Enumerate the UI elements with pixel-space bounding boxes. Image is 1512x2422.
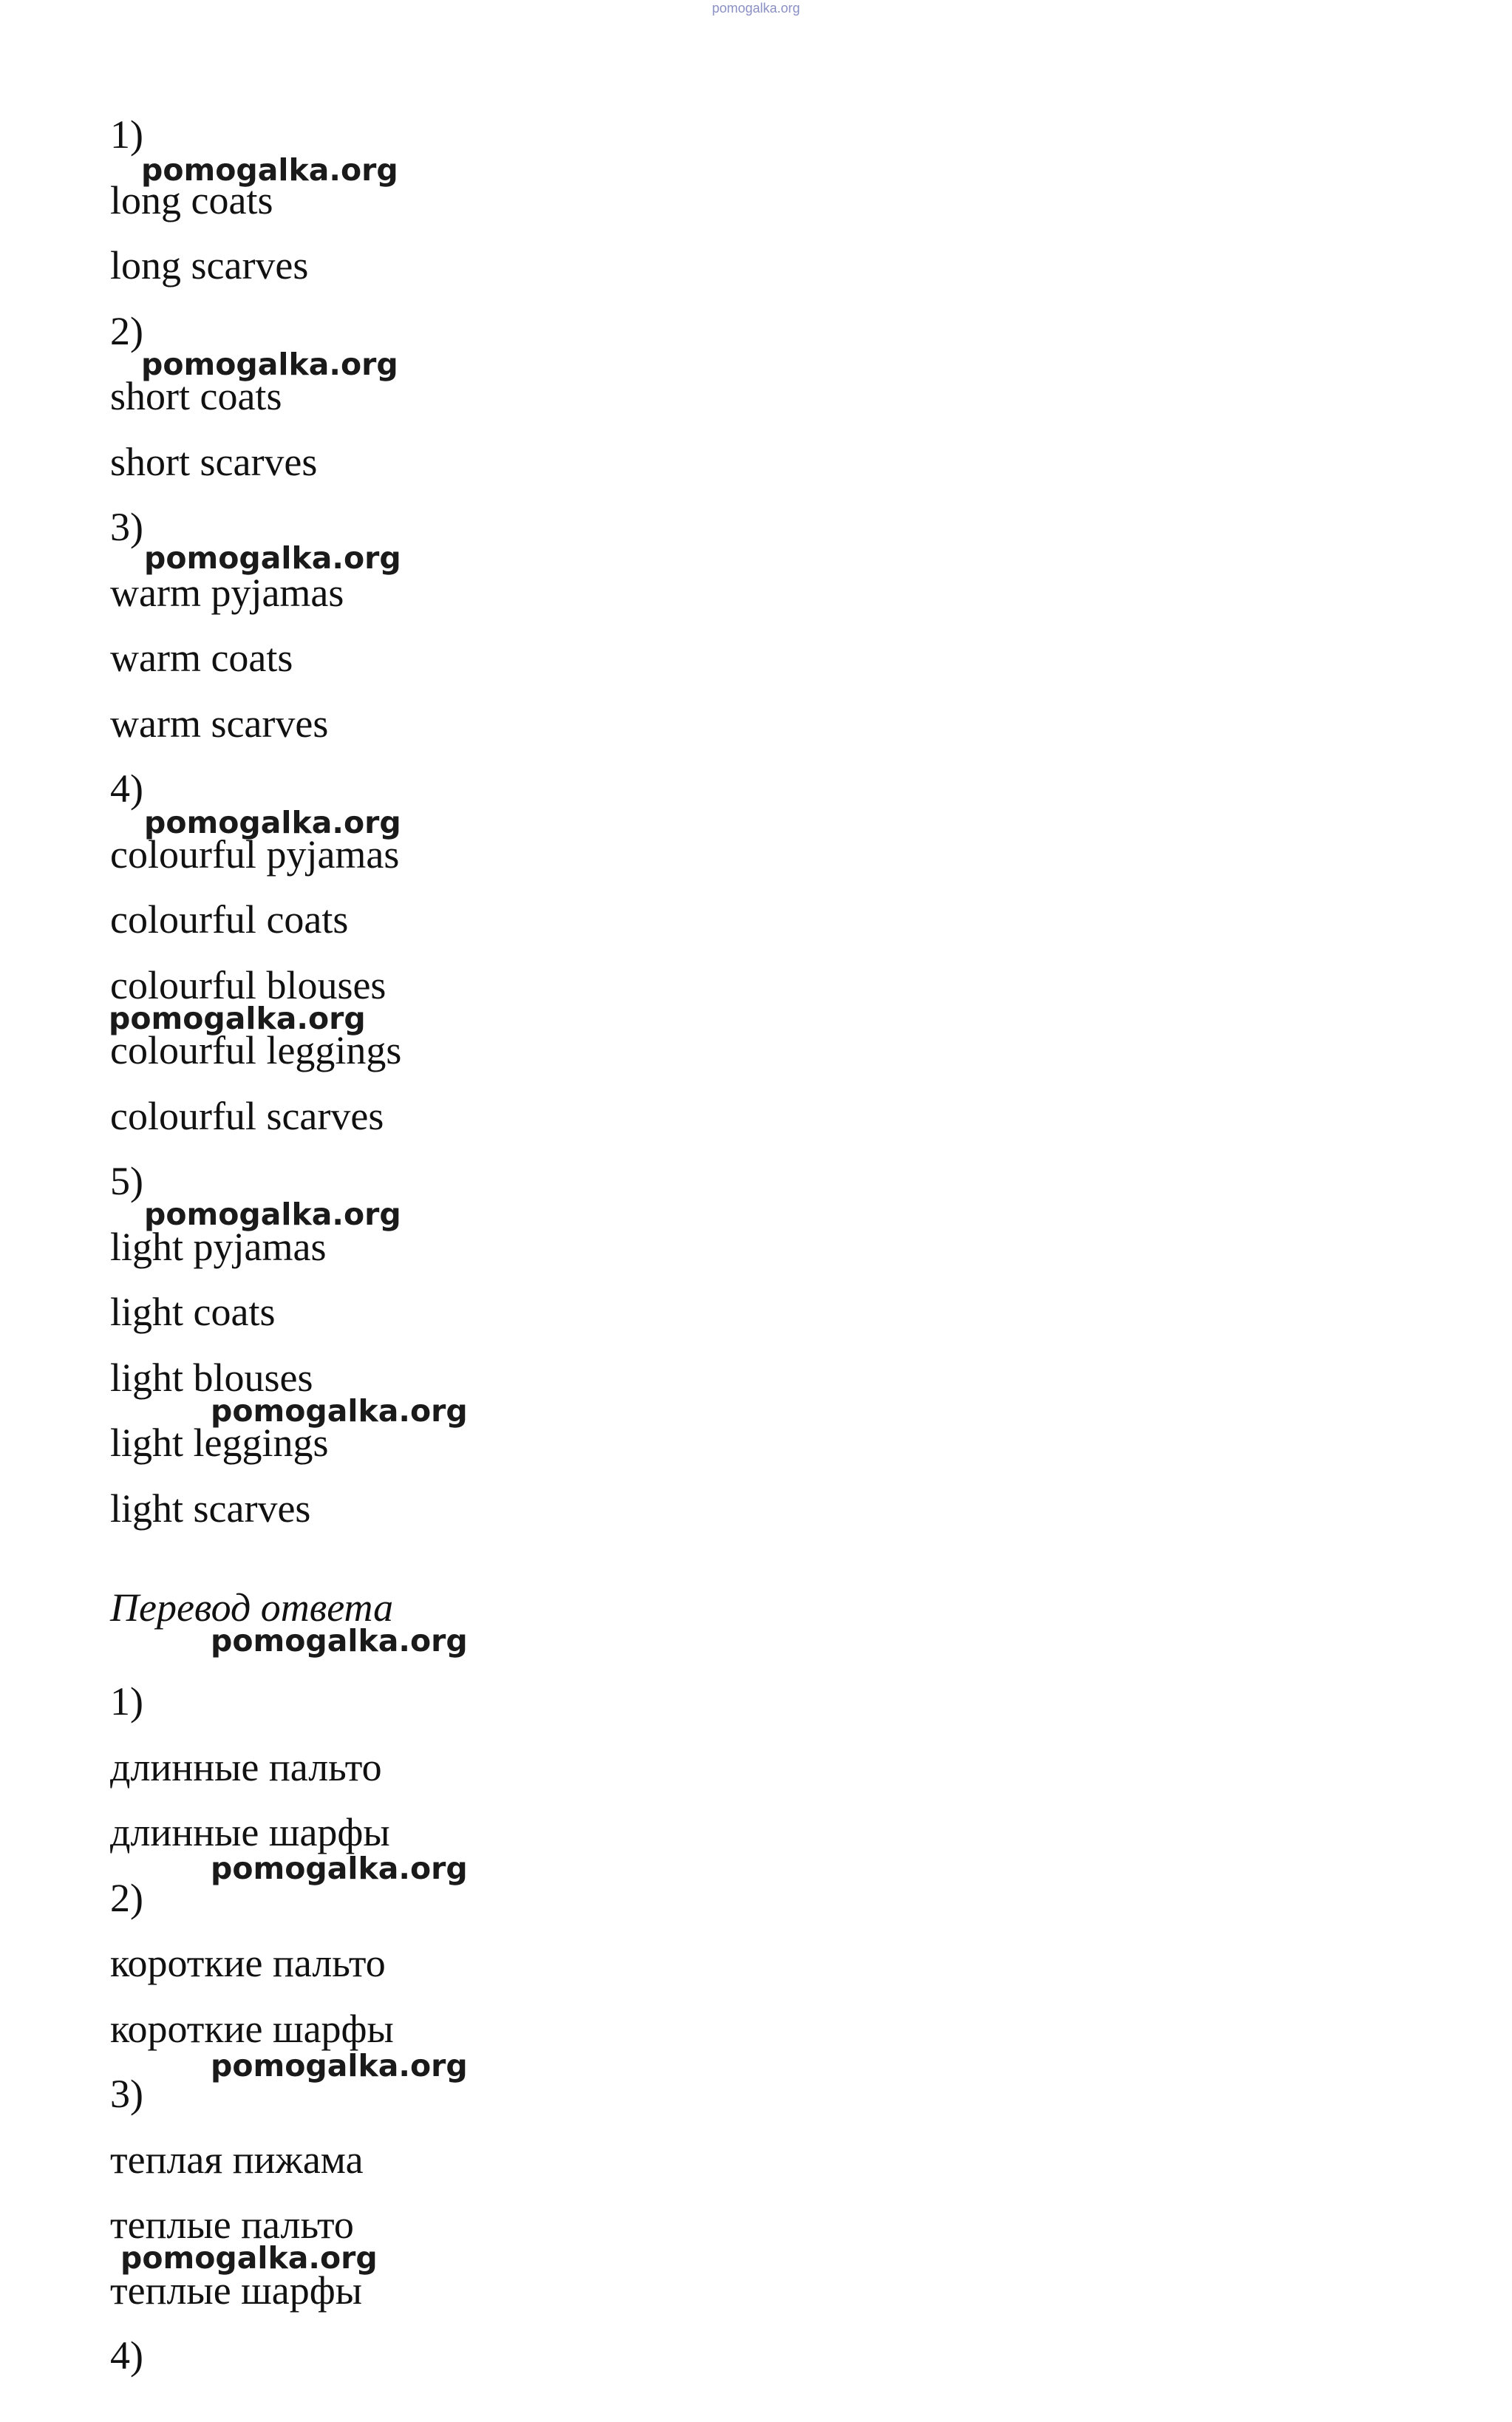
text-line: long coats <box>110 178 273 222</box>
text-line: short scarves <box>110 440 318 484</box>
text-line: colourful leggings <box>110 1028 402 1072</box>
text-line: warm coats <box>110 636 293 680</box>
item-number: 1) <box>110 112 143 157</box>
text-line: colourful blouses <box>110 963 386 1007</box>
item-number: 5) <box>110 1159 143 1203</box>
watermark-text: pomogalka.org <box>144 805 401 840</box>
text-line: короткие пальто <box>110 1941 386 1985</box>
watermark-text: pomogalka.org <box>144 1197 401 1232</box>
text-line: light leggings <box>110 1421 329 1465</box>
item-number: 4) <box>110 2333 143 2378</box>
text-line: теплые пальто <box>110 2202 354 2247</box>
item-number: 3) <box>110 2072 143 2116</box>
item-number: 3) <box>110 505 143 549</box>
text-line: long scarves <box>110 243 309 288</box>
item-number: 2) <box>110 1876 143 1920</box>
text-line: light scarves <box>110 1486 311 1531</box>
text-line: colourful scarves <box>110 1094 384 1138</box>
text-line: короткие шарфы <box>110 2007 394 2051</box>
watermark-text: pomogalka.org <box>109 1001 366 1036</box>
watermark-text: pomogalka.org <box>211 1623 468 1659</box>
watermark-text: pomogalka.org <box>144 540 401 576</box>
watermark-text: pomogalka.org <box>211 1393 468 1429</box>
top-watermark: pomogalka.org <box>712 1 800 16</box>
item-number: 4) <box>110 766 143 811</box>
text-line: short coats <box>110 374 282 418</box>
watermark-text: pomogalka.org <box>120 2240 378 2276</box>
watermark-text: pomogalka.org <box>211 2048 468 2083</box>
text-line: light blouses <box>110 1355 313 1400</box>
item-number: 1) <box>110 1679 143 1724</box>
text-line: colourful coats <box>110 897 349 942</box>
item-number: 2) <box>110 309 143 353</box>
text-line: light coats <box>110 1290 276 1334</box>
text-line: теплая пижама <box>110 2137 364 2182</box>
text-line: длинные пальто <box>110 1745 382 1789</box>
text-line: light pyjamas <box>110 1225 327 1269</box>
text-line: длинные шарфы <box>110 1810 390 1854</box>
translation-heading: Перевод ответа <box>110 1585 394 1630</box>
watermark-text: pomogalka.org <box>141 152 398 188</box>
text-line: colourful pyjamas <box>110 832 400 877</box>
text-line: warm pyjamas <box>110 571 344 615</box>
text-line: warm scarves <box>110 701 329 746</box>
text-line: теплые шарфы <box>110 2268 362 2313</box>
watermark-text: pomogalka.org <box>141 347 398 382</box>
watermark-text: pomogalka.org <box>211 1851 468 1886</box>
